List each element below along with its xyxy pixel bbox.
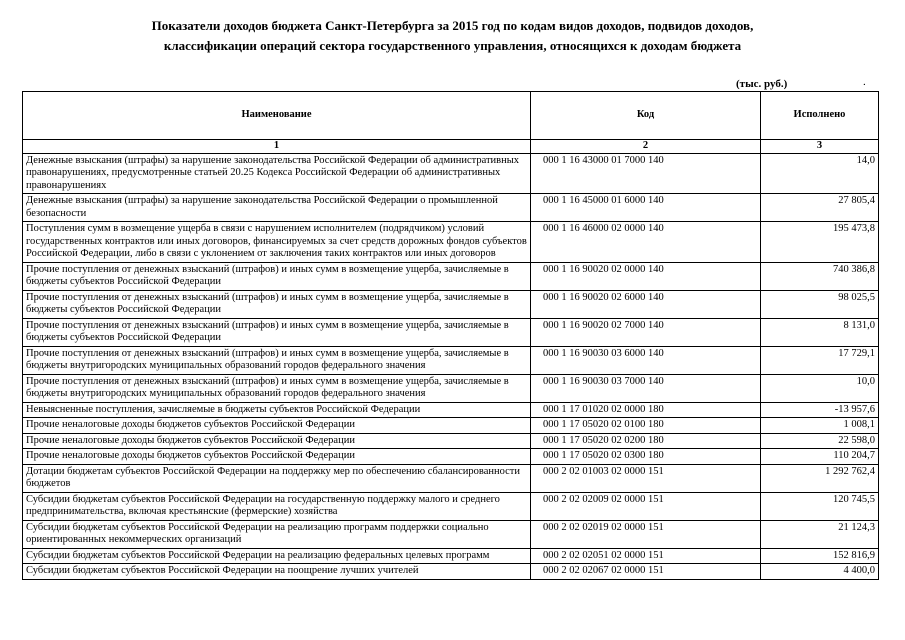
table-row (23, 318, 879, 346)
row-name: Дотации бюджетам субъектов Российской Федерации на поддержку мер по обеспечению сбалансированности бюджетов (23, 464, 531, 492)
report-title-line-2: классификации операций сектора государственного управления, относящихся к доходам бюджета (163, 38, 742, 53)
row-name: Денежные взыскания (штрафы) за нарушение законодательства Российской Федерации об административных правонарушениях, предусмотренные статьей 20.25 Кодекса Российской Федерации об административных правонарушениях (23, 153, 531, 194)
row-code: 000 2 02 02067 02 0000 151 (531, 564, 761, 580)
report-title-line-1: Показатели доходов бюджета Санкт-Петербурга за 2015 год по кодам видов доходов, подвидов доходов, (151, 18, 754, 33)
table-row (23, 418, 879, 434)
stray-mark: . (863, 76, 866, 88)
row-code: 000 2 02 01003 02 0000 151 (531, 464, 761, 492)
table-row (23, 449, 879, 465)
row-value: 21 124,3 (761, 520, 879, 548)
row-value: 10,0 (761, 374, 879, 402)
row-code: 000 2 02 02019 02 0000 151 (531, 520, 761, 548)
table-row (23, 402, 879, 418)
row-code: 000 1 16 90020 02 7000 140 (531, 318, 761, 346)
table-row (23, 464, 879, 492)
row-name: Прочие поступления от денежных взысканий (штрафов) и иных сумм в возмещение ущерба, зачисляемые в бюджеты субъектов Российской Федерации (23, 318, 531, 346)
row-code: 000 2 02 02009 02 0000 151 (531, 492, 761, 520)
row-name: Прочие неналоговые доходы бюджетов субъектов Российской Федерации (23, 449, 531, 465)
row-code: 000 1 17 05020 02 0300 180 (531, 449, 761, 465)
row-name: Прочие неналоговые доходы бюджетов субъектов Российской Федерации (23, 433, 531, 449)
row-value: 1 292 762,4 (761, 464, 879, 492)
row-code: 000 1 17 01020 02 0000 180 (531, 402, 761, 418)
row-name: Прочие неналоговые доходы бюджетов субъектов Российской Федерации (23, 418, 531, 434)
row-value: 740 386,8 (761, 262, 879, 290)
table-row (23, 520, 879, 548)
row-value: 120 745,5 (761, 492, 879, 520)
table-row (23, 222, 879, 263)
row-code: 000 1 16 90030 03 6000 140 (531, 346, 761, 374)
row-value: 98 025,5 (761, 290, 879, 318)
table-row (23, 374, 879, 402)
income-table (22, 91, 879, 580)
row-code: 000 1 16 45000 01 6000 140 (531, 194, 761, 222)
row-code: 000 1 16 43000 01 7000 140 (531, 153, 761, 194)
row-name: Прочие поступления от денежных взысканий (штрафов) и иных сумм в возмещение ущерба, зачисляемые в бюджеты внутригородских муниципальных образований городов федерального значения (23, 346, 531, 374)
row-code: 000 1 16 90030 03 7000 140 (531, 374, 761, 402)
header-code: Код (531, 92, 761, 140)
column-number-3: 3 (761, 140, 879, 154)
row-code: 000 1 16 46000 02 0000 140 (531, 222, 761, 263)
table-row (23, 564, 879, 580)
row-name: Субсидии бюджетам субъектов Российской Федерации на государственную поддержку малого и среднего предпринимательства, включая крестьянские (фермерские) хозяйства (23, 492, 531, 520)
table-row (23, 433, 879, 449)
row-value: -13 957,6 (761, 402, 879, 418)
row-name: Невыясненные поступления, зачисляемые в бюджеты субъектов Российской Федерации (23, 402, 531, 418)
row-value: 27 805,4 (761, 194, 879, 222)
row-name: Субсидии бюджетам субъектов Российской Федерации на реализацию программ поддержки социально ориентированных некоммерческих организаций (23, 520, 531, 548)
table-row (23, 262, 879, 290)
row-value: 22 598,0 (761, 433, 879, 449)
header-value: Исполнено (761, 92, 879, 140)
table-row (23, 153, 879, 194)
row-name: Денежные взыскания (штрафы) за нарушение законодательства Российской Федерации о промышленной безопасности (23, 194, 531, 222)
row-code: 000 1 16 90020 02 6000 140 (531, 290, 761, 318)
row-name: Прочие поступления от денежных взысканий (штрафов) и иных сумм в возмещение ущерба, зачисляемые в бюджеты внутригородских муниципальных образований городов федерального значения (23, 374, 531, 402)
row-name: Поступления сумм в возмещение ущерба в связи с нарушением исполнителем (подрядчиком) условий государственных контрактов или иных договоров, финансируемых за счет средств дорожных фондов субъектов Российской Федерации, либо в связи с уклонением от заключения таких контрактов или иных договоров (23, 222, 531, 263)
row-value: 8 131,0 (761, 318, 879, 346)
row-code: 000 1 16 90020 02 0000 140 (531, 262, 761, 290)
row-code: 000 2 02 02051 02 0000 151 (531, 548, 761, 564)
row-code: 000 1 17 05020 02 0100 180 (531, 418, 761, 434)
row-value: 4 400,0 (761, 564, 879, 580)
header-name: Наименование (23, 92, 531, 140)
row-name: Прочие поступления от денежных взысканий (штрафов) и иных сумм в возмещение ущерба, зачисляемые в бюджеты субъектов Российской Федерации (23, 290, 531, 318)
table-row (23, 548, 879, 564)
column-number-2: 2 (531, 140, 761, 154)
row-value: 17 729,1 (761, 346, 879, 374)
units-label: (тыс. руб.) (736, 78, 788, 90)
row-value: 195 473,8 (761, 222, 879, 263)
column-number-1: 1 (23, 140, 531, 154)
row-name: Субсидии бюджетам субъектов Российской Федерации на реализацию федеральных целевых программ (23, 548, 531, 564)
row-code: 000 1 17 05020 02 0200 180 (531, 433, 761, 449)
row-value: 14,0 (761, 153, 879, 194)
table-row (23, 290, 879, 318)
row-value: 152 816,9 (761, 548, 879, 564)
table-row (23, 346, 879, 374)
row-name: Субсидии бюджетам субъектов Российской Федерации на поощрение лучших учителей (23, 564, 531, 580)
row-name: Прочие поступления от денежных взысканий (штрафов) и иных сумм в возмещение ущерба, зачисляемые в бюджеты субъектов Российской Федерации (23, 262, 531, 290)
row-value: 1 008,1 (761, 418, 879, 434)
row-value: 110 204,7 (761, 449, 879, 465)
table-row (23, 492, 879, 520)
table-row (23, 194, 879, 222)
